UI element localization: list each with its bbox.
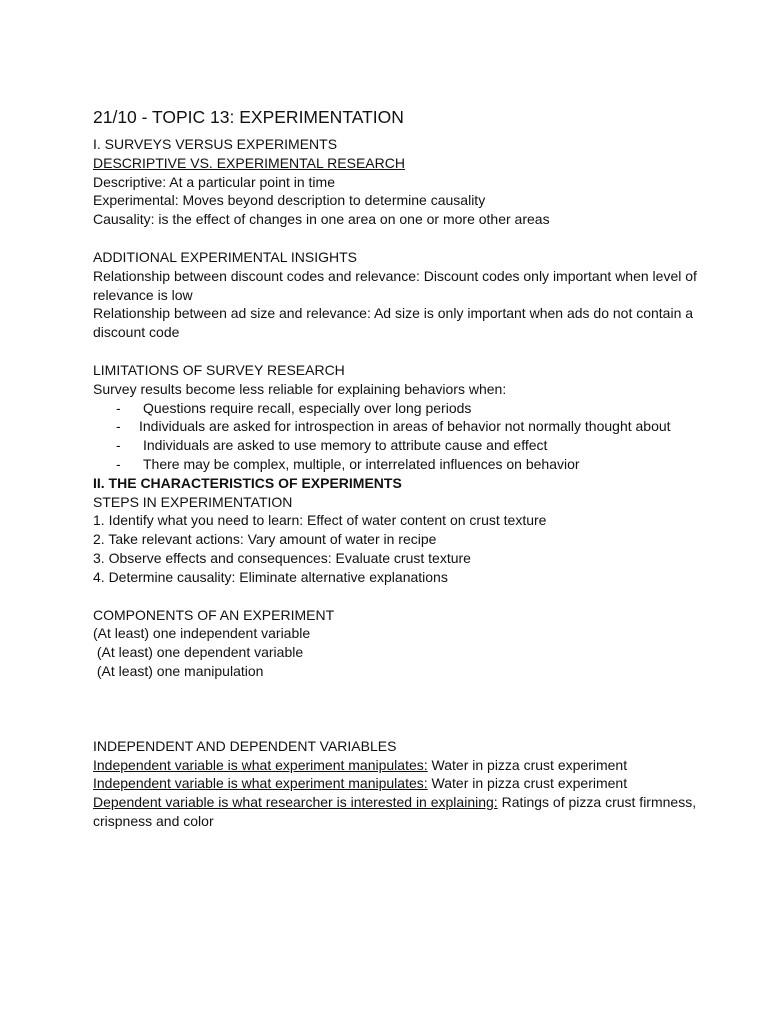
variable-text: Water in pizza crust experiment (427, 775, 628, 792)
section1-heading: I. SURVEYS VERSUS EXPERIMENTS (93, 136, 338, 152)
limitations-list (93, 399, 713, 474)
step-item: 1. Identify what you need to learn: Effect of water content on crust texture (93, 512, 547, 529)
variable-definition (93, 774, 713, 793)
text-line: Causality: is the effect of changes in one area on one or more other areas (93, 211, 550, 228)
section2-heading: II. THE CHARACTERISTICS OF EXPERIMENTS (93, 474, 402, 491)
limitations-heading: LIMITATIONS OF SURVEY RESEARCH (93, 361, 345, 378)
components-heading: COMPONENTS OF AN EXPERIMENT (93, 606, 335, 623)
list-item-text: Individuals are asked to use memory to attribute cause and effect (143, 437, 548, 454)
variable-definition (93, 756, 713, 775)
component-item: (At least) one manipulation (93, 662, 264, 679)
spacer (93, 342, 713, 361)
dash-marker: - (116, 455, 121, 472)
list-item (93, 436, 713, 455)
insights-heading: ADDITIONAL EXPERIMENTAL INSIGHTS (93, 248, 357, 265)
text-line: Descriptive: At a particular point in time (93, 173, 335, 190)
limitations-intro: Survey results become less reliable for explaining behaviors when: (93, 380, 507, 397)
document-title: 21/10 - TOPIC 13: EXPERIMENTATION (93, 107, 404, 127)
list-item (93, 417, 713, 436)
list-item-text: There may be complex, multiple, or interrelated influences on behavior (143, 455, 580, 472)
step-item: 3. Observe effects and consequences: Evaluate crust texture (93, 549, 471, 566)
variable-label: Independent variable is what experiment manipulates: (93, 756, 428, 773)
document-page (93, 106, 713, 831)
variable-definition (93, 793, 713, 831)
component-item: (At least) one independent variable (93, 625, 311, 642)
text-line: Experimental: Moves beyond description to determine causality (93, 192, 486, 209)
list-item (93, 455, 713, 474)
dash-marker: - (116, 418, 121, 435)
step-item: 2. Take relevant actions: Vary amount of water in recipe (93, 531, 437, 548)
component-item: (At least) one dependent variable (93, 644, 304, 661)
spacer (93, 587, 713, 606)
variable-label: Dependent variable is what researcher is interested in explaining: (93, 794, 498, 811)
step-item: 4. Determine causality: Eliminate alternative explanations (93, 568, 448, 585)
steps-heading: STEPS IN EXPERIMENTATION (93, 493, 293, 510)
list-item-text: Questions require recall, especially over long periods (143, 399, 472, 416)
dash-marker: - (116, 399, 121, 416)
spacer (93, 229, 713, 248)
text-paragraph: Relationship between discount codes and relevance: Discount codes only important when level of relevance is low (93, 267, 697, 303)
text-paragraph: Relationship between ad size and relevance: Ad size is only important when ads do not contain a discount code (93, 305, 694, 341)
variable-text: Ratings of pizza crust firmness, crispness and color (93, 794, 697, 829)
variable-label: Independent variable is what experiment manipulates: (93, 775, 428, 792)
spacer (93, 681, 713, 737)
section1-subheading: DESCRIPTIVE VS. EXPERIMENTAL RESEARCH (93, 154, 405, 171)
list-item (93, 399, 713, 418)
dash-marker: - (116, 437, 121, 454)
list-item-text: Individuals are asked for introspection in areas of behavior not normally thought about (139, 418, 671, 435)
variables-heading: INDEPENDENT AND DEPENDENT VARIABLES (93, 737, 397, 754)
variable-text: Water in pizza crust experiment (427, 756, 628, 773)
